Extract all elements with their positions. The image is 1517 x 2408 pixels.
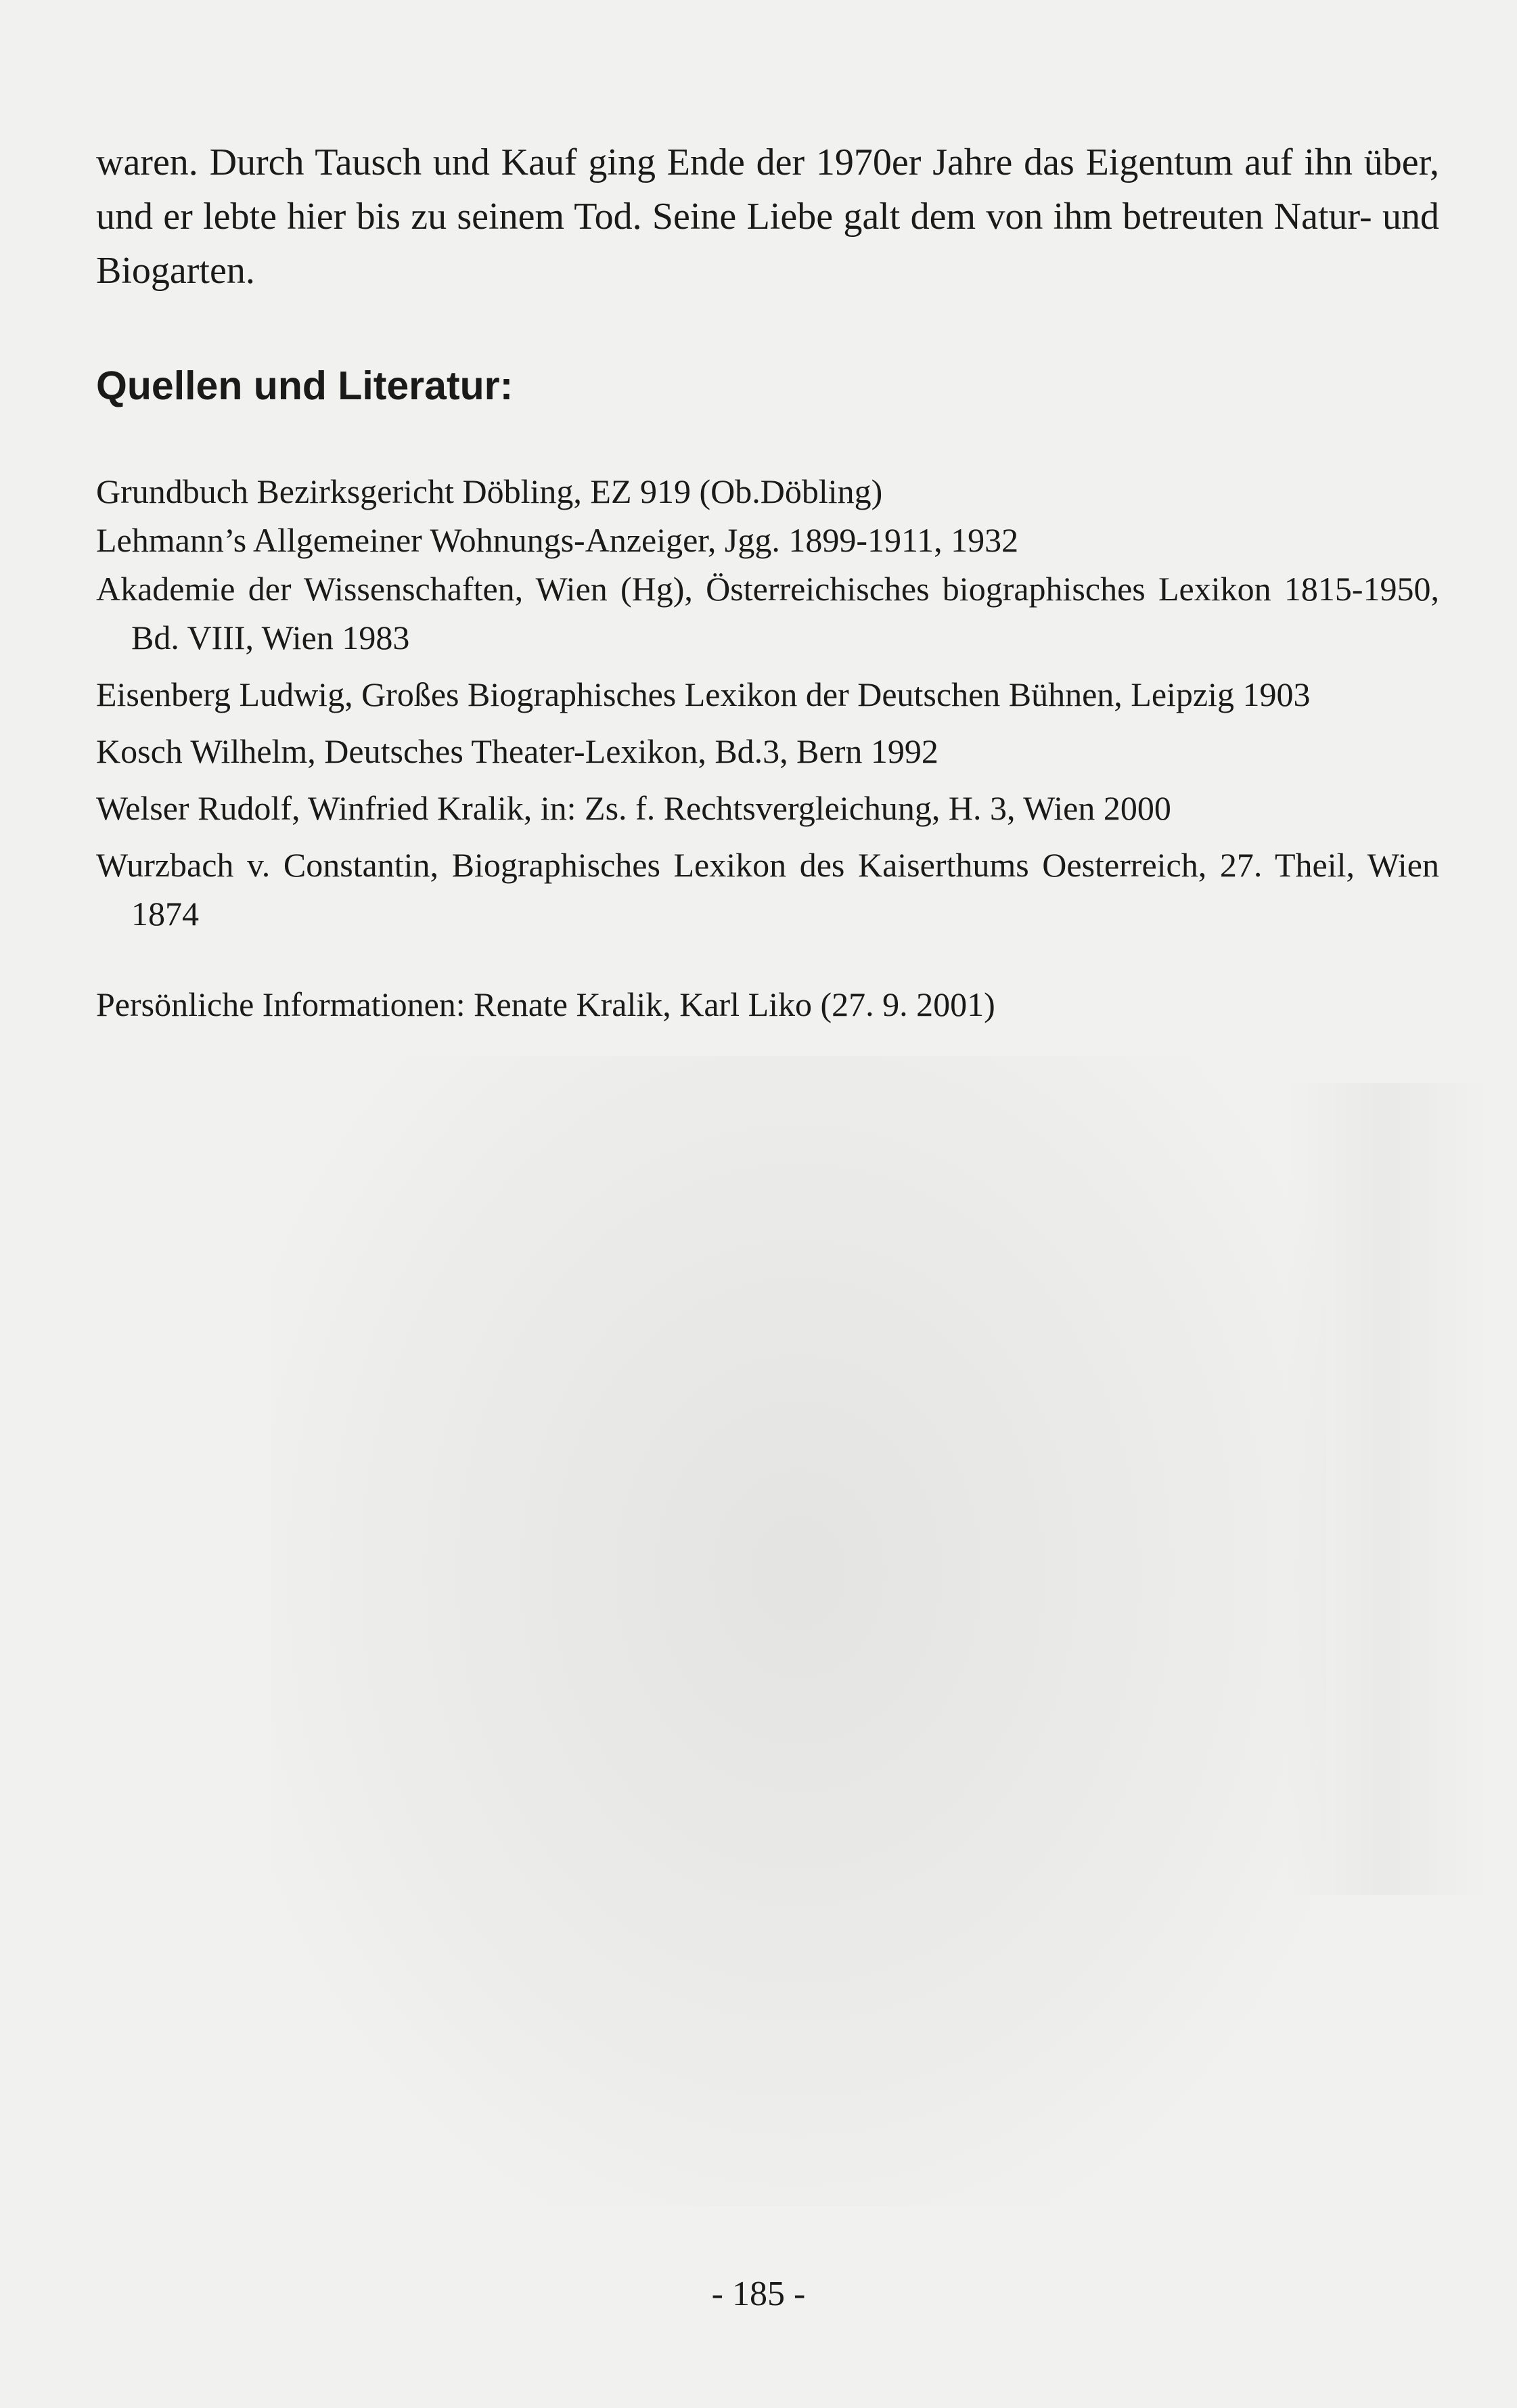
reference-item: Persönliche Informationen: Renate Kralik, Karl Liko (27. 9. 2001)	[96, 985, 995, 1023]
intro-text	[96, 135, 1439, 298]
bleed-through-photo	[271, 1056, 1326, 2206]
reference-item: Grundbuch Bezirksgericht Döbling, EZ 919 (Ob.Döbling)	[96, 472, 883, 510]
reference-item: Kosch Wilhelm, Deutsches Theater-Lexikon, Bd.3, Bern 1992	[96, 732, 938, 770]
bleed-through-shadow	[1286, 1083, 1489, 1895]
reference-item: Welser Rudolf, Winfried Kralik, in: Zs. f. Rechtsvergleichung, H. 3, Wien 2000	[96, 789, 1171, 827]
page-number: - 185 -	[711, 2275, 806, 2313]
section-heading: Quellen und Literatur:	[96, 363, 514, 408]
reference-item: Lehmann’s Allgemeiner Wohnungs-Anzeiger, Jgg. 1899-1911, 1932	[96, 521, 1019, 559]
reference-item: Wurzbach v. Constantin, Biographisches Lexikon des Kaiserthums Oesterreich, 27. Theil, Wien 1874	[96, 846, 1439, 933]
intro-paragraph: waren. Durch Tausch und Kauf ging Ende der 1970er Jahre das Eigentum auf ihn über, und er lebte hier bis zu seinem Tod. Seine Liebe galt dem von ihm betreuten Natur- und Biogarten.	[96, 141, 1439, 292]
reference-list	[96, 467, 1439, 1029]
reference-item: Eisenberg Ludwig, Großes Biographisches Lexikon der Deutschen Bühnen, Leipzig 1903	[96, 675, 1311, 713]
reference-item: Akademie der Wissenschaften, Wien (Hg), Österreichisches biographisches Lexikon 1815-1950, Bd. VIII, Wien 1983	[96, 570, 1439, 656]
